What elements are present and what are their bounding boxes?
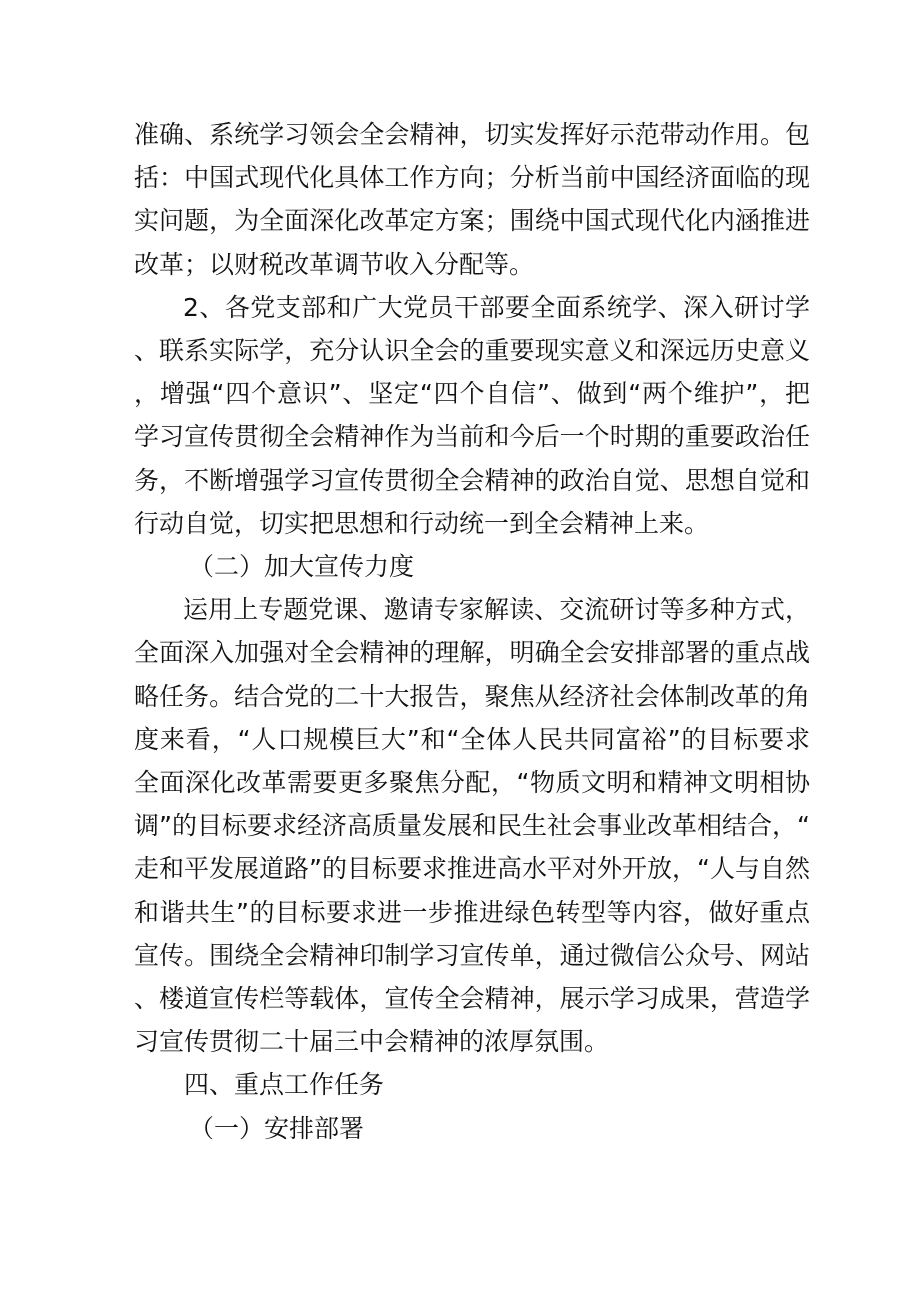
paragraph-study-content: 准确、系统学习领会全会精神，切实发挥好示范带动作用。包括：中国式现代化具体工作方向；分析当前中国经济面临的现实问题，为全面深化改革定方案；围绕中国式现代化内涵推进改革；以财税改革调节收入分配等。 [134, 120, 810, 279]
paragraph-publicity: 运用上专题党课、邀请专家解读、交流研讨等多种方式，全面深入加强对全会精神的理解，明确全会安排部署的重点战略任务。结合党的二十大报告，聚焦从经济社会体制改革的角度来看，“人口规模巨大”和“全体人民共同富裕”的目标要求全面深化改革需要更多聚焦分配，“物质文明和精神文明相协调”的目标要求经济高质量发展和民生社会事业改革相结合，“走和平发展道路”的目标要求推进高水平对外开放，“人与自然和谐共生”的目标要求进一步推进绿色转型等内容，做好重点宣传。围绕全会精神印制学习宣传单，通过微信公众号、网站、楼道宣传栏等载体，宣传全会精神，展示学习成果，营造学习宣传贯彻二十届三中会精神的浓厚氛围。 [134, 595, 810, 1057]
document-body [134, 113, 810, 1150]
paragraph-item-2: 2、各党支部和广大党员干部要全面系统学、深入研讨学、联系实际学，充分认识全会的重要现实意义和深远历史意义，增强“四个意识”、坚定“四个自信”、做到“两个维护”，把学习宣传贯彻全会精神作为当前和今后一个时期的重要政治任务，不断增强学习宣传贯彻全会精神的政治自觉、思想自觉和行动自觉，切实把思想和行动统一到全会精神上来。 [134, 292, 810, 538]
subheading-arrangement: （一）安排部署 [189, 1113, 365, 1143]
heading-key-tasks: 四、重点工作任务 [184, 1070, 385, 1100]
subheading-publicity: （二）加大宣传力度 [189, 552, 415, 582]
